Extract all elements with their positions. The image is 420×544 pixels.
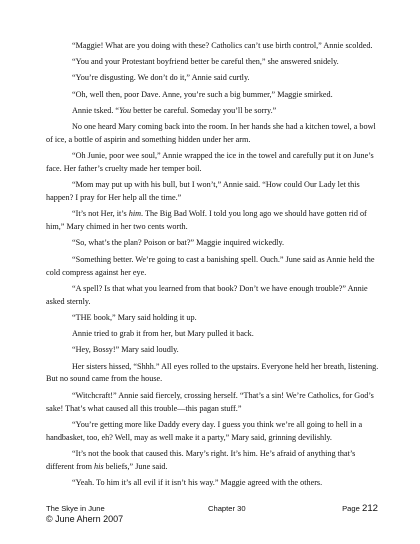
paragraph (46, 419, 380, 445)
footer-page-label: Page (342, 504, 360, 513)
text-run: “Hey, Bossy!” Mary said loudly. (72, 345, 179, 355)
footer-chapter: Chapter 30 (208, 504, 246, 513)
italic-text-run: You (119, 105, 132, 115)
text-run: “Witchcraft!” Annie said fiercely, crossing herself. “That’s a sin! We’re Catholics, for God’s sake! That’s what caused all this trouble—this pagan stuff.” (46, 390, 374, 413)
footer-page-number: 212 (361, 503, 378, 514)
text-run: No one heard Mary coming back into the room. In her hands she had a kitchen towel, a bowl of ice, a bottle of aspirin and something hidden under her arm. (46, 122, 376, 145)
text-run: “Oh Junie, poor wee soul,” Annie wrapped the ice in the towel and carefully put it on June’s face. Her father’s cruelty made her temper boil. (46, 151, 374, 174)
paragraph (46, 179, 380, 205)
footer-page (342, 503, 378, 514)
paragraph (46, 390, 380, 416)
text-run: . The Big Bad Wolf. I told you long ago we should have gotten rid of him,” Mary chimed in her two cents worth. (46, 209, 367, 232)
paragraph (46, 344, 380, 357)
paragraph (46, 56, 380, 69)
paragraph (46, 121, 380, 147)
footer-book-title: The Skye in June (46, 504, 105, 513)
paragraph (46, 208, 380, 234)
paragraph (46, 361, 380, 387)
italic-text-run: his (94, 461, 104, 471)
paragraph (46, 477, 380, 490)
body-text (46, 40, 380, 493)
text-run: Annie tried to grab it from her, but Mary pulled it back. (72, 329, 254, 339)
paragraph (46, 448, 380, 474)
paragraph (46, 328, 380, 341)
text-run: “It’s not Her, it’s (72, 209, 129, 219)
paragraph (46, 254, 380, 280)
text-run: “It’s not the book that caused this. Mary’s right. It’s him. He’s afraid of anything that’s different from (46, 448, 356, 471)
text-run: Her sisters hissed, “Shhh.” All eyes rolled to the upstairs. Everyone held her breath, listening. But no sound came from the house. (46, 361, 379, 384)
paragraph (46, 105, 380, 118)
paragraph (46, 150, 380, 176)
text-run: “Something better. We’re going to cast a banishing spell. Ouch.” June said as Annie held the cold compress against her eye. (46, 254, 375, 277)
paragraph (46, 72, 380, 85)
text-run: “Oh, well then, poor Dave. Anne, you’re such a big bummer,” Maggie smirked. (72, 89, 333, 99)
paragraph (46, 283, 380, 309)
text-run: “A spell? Is that what you learned from that book? Don’t we have enough trouble?” Annie asked sternly. (46, 283, 368, 306)
text-run: “You and your Protestant boyfriend better be careful then,” she answered snidely. (72, 57, 339, 67)
text-run: beliefs,” June said. (103, 461, 168, 471)
text-run: Annie tsked. “ (72, 105, 120, 115)
italic-text-run: him (128, 209, 142, 219)
text-run: “Yeah. To him it’s all evil if it isn’t his way.” Maggie agreed with the others. (72, 477, 323, 487)
text-run: “THE book,” Mary said holding it up. (72, 312, 197, 322)
paragraph (46, 312, 380, 325)
paragraph (46, 89, 380, 102)
text-run: “You’re getting more like Daddy every day. I guess you think we’re all going to hell in a handbasket, too, eh? Well, may as well make it a party,” Mary said, grinning devilishly. (46, 419, 363, 442)
page-footer (46, 504, 380, 534)
text-run: better be careful. Someday you’ll be sorry.” (131, 105, 277, 115)
text-run: “Maggie! What are you doing with these? Catholics can’t use birth control,” Annie scolded. (72, 41, 373, 50)
text-run: “Mom may put up with his bull, but I won’t,” Annie said. “How could Our Lady let this happen? I pray for Her help all the time.” (46, 180, 360, 203)
footer-copyright: © June Ahern 2007 (46, 514, 124, 524)
text-run: “So, what’s the plan? Poison or bat?” Maggie inquired wickedly. (72, 238, 285, 248)
paragraph (46, 237, 380, 250)
text-run: “You’re disgusting. We don’t do it,” Annie said curtly. (72, 73, 250, 83)
paragraph (46, 40, 380, 53)
